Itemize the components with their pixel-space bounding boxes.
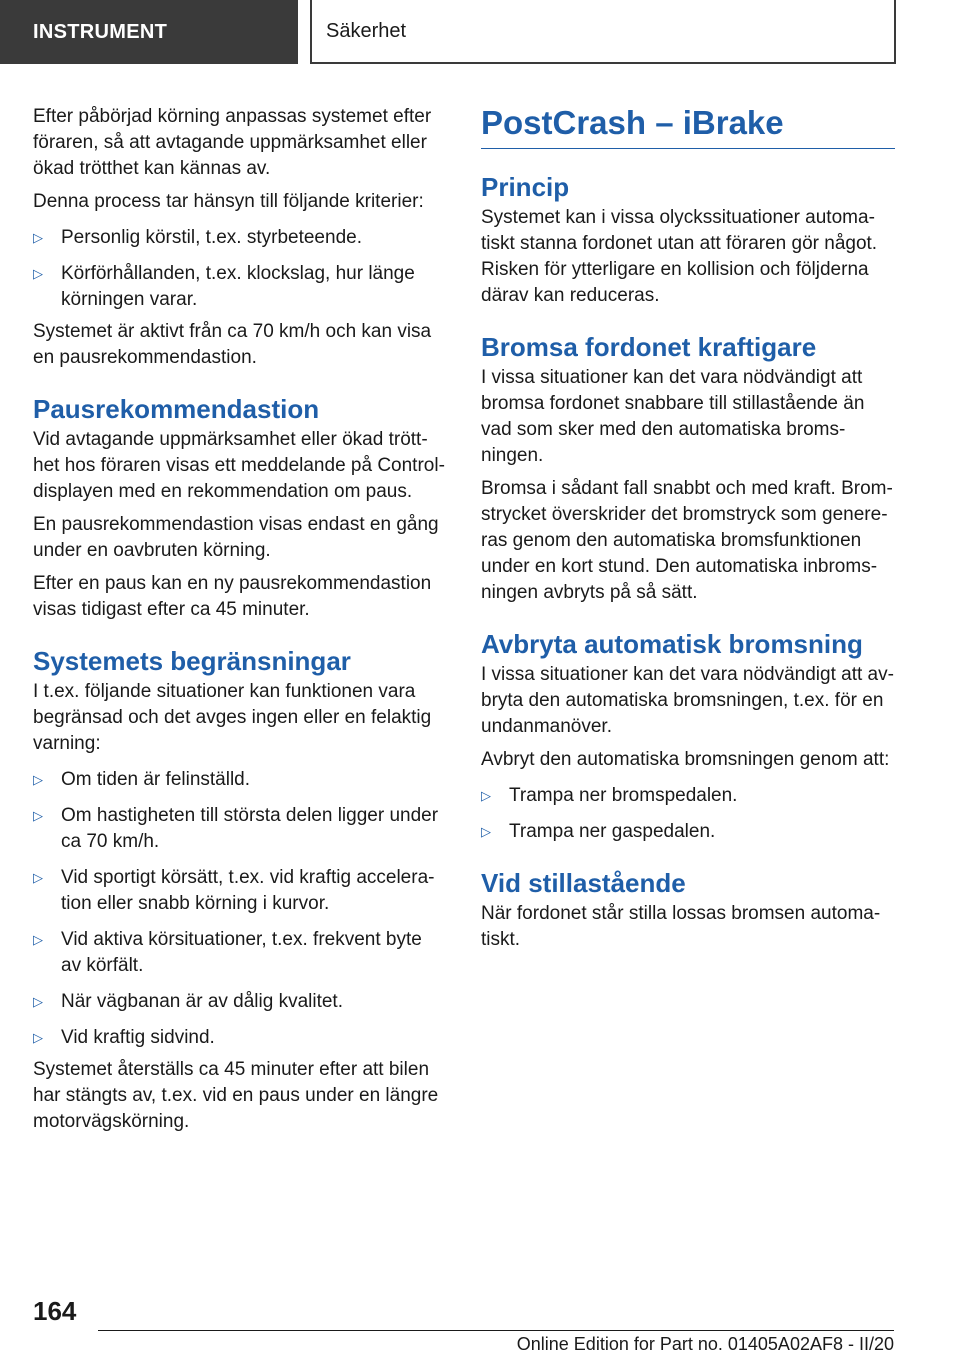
list-item: ▷ Vid aktiva körsituationer, t.ex. frekvent byte av körfält. [33,929,422,976]
abort-paragraph-1: I vissa situationer kan det vara nödvändigt att avbryta den automatiska bromsningen, t.ex. för en undanmanöver. [481,664,894,737]
list-item: ▷ Om hastigheten till största delen ligger under ca 70 km/h. [33,805,439,852]
intro-paragraph-2: Denna process tar hänsyn till följande kriterier: [33,191,424,212]
limits-heading: Systemets begränsningar [33,646,351,676]
list-item: ▷ Personlig körstil, t.ex. styrbeteende. [33,225,447,251]
bullet-triangle-icon: ▷ [33,1030,43,1045]
section-title: PostCrash – iBrake [481,104,895,149]
standstill-paragraph: När fordonet står stilla lossas bromsen automatiskt. [481,903,881,950]
standstill-heading: Vid stillastående [481,868,686,898]
edition-footer: Online Edition for Part no. 01405A02AF8 - II/20 [516,1334,894,1354]
bullet-triangle-icon: ▷ [481,824,491,839]
section-tab [0,0,298,64]
left-column [33,104,447,1142]
abort-steps-list [481,783,895,845]
brake-paragraph-2: Bromsa i sådant fall snabbt och med kraft. Bromstrycket överskrider det bromstryck som genereras genom den automatiska bromsfunktionen under en kort stund. Den automatiska inbromsningen avbryts på så sätt. [481,478,893,603]
pause-paragraph-1: Vid avtagande uppmärksamhet eller ökad trötthet hos föraren visas ett meddelande på Control-displayen med en rekommendation om paus. [33,429,445,502]
brake-paragraph-1: I vissa situationer kan det vara nödvändigt att bromsa fordonet snabbare till stillastående än vad som sker med den automatiska bromsningen. [481,367,865,466]
abort-paragraph-2: Avbryt den automatiska bromsningen genom att: [481,749,890,770]
list-item: ▷ När vägbanan är av dålig kvalitet. [33,989,447,1015]
list-item: ▷ Trampa ner bromspedalen. [481,783,895,809]
list-item: ▷ Trampa ner gaspedalen. [481,819,895,845]
intro-paragraph-3: Systemet är aktivt från ca 70 km/h och kan visa en pausrekommendastion. [33,321,432,368]
limits-paragraph-1: I t.ex. följande situationer kan funktionen vara begränsad och det avges ingen eller en felaktig varning: [33,681,432,754]
bullet-triangle-icon: ▷ [33,266,43,281]
principle-heading: Princip [481,172,570,202]
pause-heading: Pausrekommendastion [33,394,320,424]
bullet-triangle-icon: ▷ [481,788,491,803]
brake-heading: Bromsa fordonet kraftigare [481,332,817,362]
principle-paragraph: Systemet kan i vissa olyckssituationer automatiskt stanna fordonet utan att föraren gör något. Risken för ytterligare en kollision och följderna därav kan reduceras. [481,207,878,306]
chapter-label: Säkerhet [326,19,407,42]
list-item: ▷ Vid kraftig sidvind. [33,1025,447,1051]
bullet-triangle-icon: ▷ [33,772,43,787]
chapter-tab [310,0,896,64]
pause-paragraph-2: En pausrekommendastion visas endast en gång under en oavbruten körning. [33,514,439,561]
list-item: ▷ Vid sportigt körsätt, t.ex. vid kraftig acceleration eller snabb körning i kurvor. [33,867,435,914]
intro-paragraph-1: Efter påbörjad körning anpassas systemet efter föraren, så att avtagande uppmärksamhet eller ökad trötthet kan kännas av. [33,106,432,179]
section-label: INSTRUMENT [33,20,168,43]
limits-paragraph-2: Systemet återställs ca 45 minuter efter att bilen har stängts av, t.ex. vid en paus under en längre motorvägskörning. [33,1059,439,1132]
bullet-triangle-icon: ▷ [33,994,43,1009]
bullet-triangle-icon: ▷ [33,932,43,947]
criteria-list [33,225,447,313]
bullet-triangle-icon: ▷ [33,808,43,823]
list-item: ▷ Körförhållanden, t.ex. klockslag, hur länge körningen varar. [33,263,415,310]
page-number: 164 [33,1296,77,1326]
footer-divider [98,1330,894,1331]
limits-list [33,767,447,1051]
right-column [481,104,895,960]
bullet-triangle-icon: ▷ [33,230,43,245]
abort-heading: Avbryta automatisk bromsning [481,629,863,659]
list-item: ▷ Om tiden är felinställd. [33,767,447,793]
bullet-triangle-icon: ▷ [33,870,43,885]
pause-paragraph-3: Efter en paus kan en ny pausrekommendastion visas tidigast efter ca 45 minuter. [33,573,432,620]
